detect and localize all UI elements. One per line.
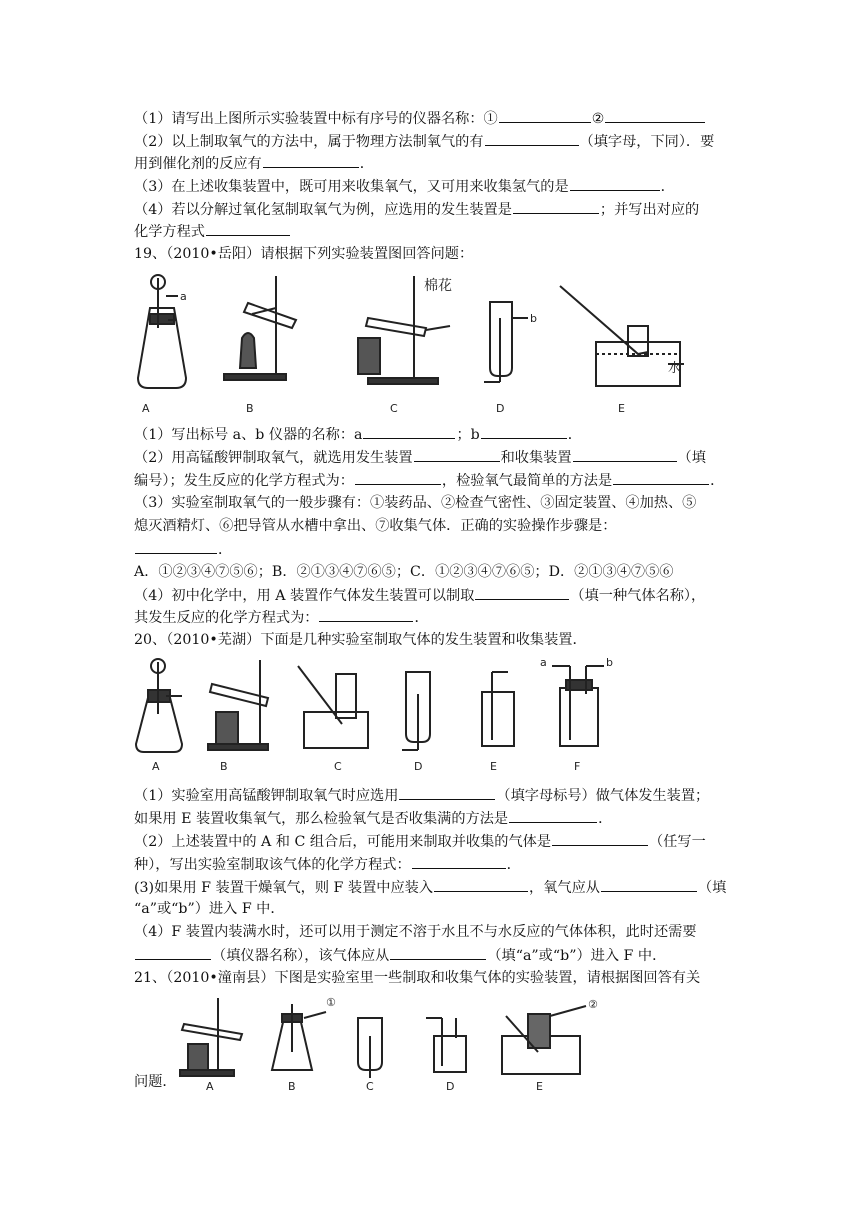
fig-label-C: C	[366, 1080, 374, 1093]
answer-blank[interactable]	[613, 470, 709, 485]
answer-blank[interactable]	[135, 539, 217, 554]
fig-label-F: F	[574, 760, 581, 773]
q19-part2: （2）用高锰酸钾制取氧气，就选用发生装置 和收集装置 （填	[134, 447, 706, 468]
answer-blank[interactable]	[399, 785, 495, 800]
fig-label-D: D	[446, 1080, 455, 1093]
answer-blank[interactable]	[499, 108, 591, 123]
fig-label-E: E	[536, 1080, 543, 1093]
fig-label-D: D	[496, 402, 505, 415]
fig-label-B: B	[288, 1080, 296, 1093]
q18-part3: （3）在上述收集装置中，既可用来收集氧气，又可用来收集氢气的是 ．	[134, 176, 675, 197]
label-b: b	[530, 312, 537, 325]
q18-part4: （4）若以分解过氧化氢制取氧气为例，应选用的发生装置是 ；并写出对应的	[134, 199, 699, 220]
answer-blank[interactable]	[206, 221, 290, 236]
fig-label-D: D	[414, 760, 423, 773]
q19-part3-answer: ．	[134, 539, 232, 560]
q20-part2: （2）上述装置中的 A 和 C 组合后，可能用来制取并收集的气体是 （任写一	[134, 831, 706, 852]
answer-blank[interactable]	[355, 470, 441, 485]
q19-part1: （1）写出标号 a、b 仪器的名称：a ；b ．	[134, 424, 582, 445]
q21-tail: 问题．	[134, 1074, 177, 1090]
q20-apparatus-figure	[128, 654, 628, 776]
fig-label-A: A	[142, 402, 150, 415]
label-1: ①	[326, 996, 336, 1009]
q20-part4: （4）F 装置内装满水时，还可以用于测定不溶于水且不与水反应的气体体积，此时还需要	[134, 924, 697, 940]
answer-blank[interactable]	[552, 831, 648, 846]
answer-blank[interactable]	[390, 945, 486, 960]
label-a: a	[180, 290, 187, 303]
q19-part4-cont: 其发生反应的化学方程式为： ．	[134, 607, 429, 628]
q20-part2-cont: 种），写出实验室制取该气体的化学方程式： ．	[134, 854, 521, 875]
q20-part4-cont: （填仪器名称），该气体应从 （填“a”或“b”）进入 F 中．	[134, 945, 666, 966]
q18-part4-cont: 化学方程式	[134, 221, 291, 242]
fig-label-B: B	[246, 402, 254, 415]
answer-blank[interactable]	[601, 877, 697, 892]
q20-part1-cont: 如果用 E 装置收集氧气，那么检验氧气是否收集满的方法是 ．	[134, 808, 612, 829]
answer-blank[interactable]	[475, 585, 569, 600]
fig-label-E: E	[618, 402, 625, 415]
answer-blank[interactable]	[135, 945, 211, 960]
answer-blank[interactable]	[573, 447, 677, 462]
answer-blank[interactable]	[485, 131, 579, 146]
q18-part1: （1）请写出上图所示实验装置中标有序号的仪器名称：① ②	[134, 108, 706, 129]
q19-part3-cont: 熄灭酒精灯、⑥把导管从水槽中拿出、⑦收集气体．正确的实验操作步骤是：	[134, 518, 617, 534]
answer-blank[interactable]	[513, 199, 599, 214]
q19-part3: （3）实验室制取氧气的一般步骤有：①装药品、②检查气密性、③固定装置、④加热、⑤	[134, 495, 697, 511]
answer-blank[interactable]	[363, 424, 455, 439]
q19-part4: （4）初中化学中，用 A 装置作气体发生装置可以制取 （填一种气体名称），	[134, 585, 705, 606]
q18-part2: （2）以上制取氧气的方法中，属于物理方法制氧气的有 （填字母，下同）．要	[134, 131, 714, 152]
fig-label-A: A	[152, 760, 160, 773]
q21-title: 21、（2010•潼南县）下图是实验室里一些制取和收集气体的实验装置，请根据图回答有关	[134, 970, 701, 986]
fig-label-C: C	[390, 402, 398, 415]
answer-blank[interactable]	[319, 607, 413, 622]
label-2: ②	[588, 998, 598, 1011]
q19-options: A．①②③④⑦⑤⑥；B．②①③④⑦⑥⑤；C．①②③④⑦⑥⑤；D．②①③④⑦⑤⑥	[134, 564, 674, 580]
answer-blank[interactable]	[412, 854, 506, 869]
q20-part3-cont: “a”或“b”）进入 F 中．	[134, 901, 285, 917]
answer-blank[interactable]	[263, 153, 359, 168]
answer-blank[interactable]	[481, 424, 567, 439]
label-a: a	[540, 656, 547, 669]
q19-title: 19、（2010•岳阳）请根据下列实验装置图回答问题：	[134, 246, 474, 262]
fig-label-A: A	[206, 1080, 214, 1093]
q18-part2-cont: 用到催化剂的反应有 ．	[134, 153, 374, 174]
fig-label-E: E	[490, 760, 497, 773]
q20-title: 20、（2010•芜湖）下面是几种实验室制取气体的发生装置和收集装置．	[134, 632, 587, 648]
answer-blank[interactable]	[570, 176, 660, 191]
fig-label-B: B	[220, 760, 228, 773]
answer-blank[interactable]	[509, 808, 597, 823]
answer-blank[interactable]	[414, 447, 500, 462]
label-b: b	[606, 656, 613, 669]
q20-part1: （1）实验室用高锰酸钾制取氧气时应选用 （填字母标号）做气体发生装置；	[134, 785, 709, 806]
q19-part2-cont: 编号）；发生反应的化学方程式为： ，检验氧气最简单的方法是 ．	[134, 470, 724, 491]
fig-label-C: C	[334, 760, 342, 773]
q19-apparatus-figure	[128, 268, 688, 418]
q20-part3: (3)如果用 F 装置干燥氧气，则 F 装置中应装入 ，氧气应从 （填	[134, 877, 726, 898]
label-water: 水	[668, 361, 682, 376]
q21-apparatus-figure	[176, 992, 616, 1096]
label-cotton: 棉花	[424, 278, 452, 294]
answer-blank[interactable]	[434, 877, 528, 892]
answer-blank[interactable]	[605, 108, 705, 123]
